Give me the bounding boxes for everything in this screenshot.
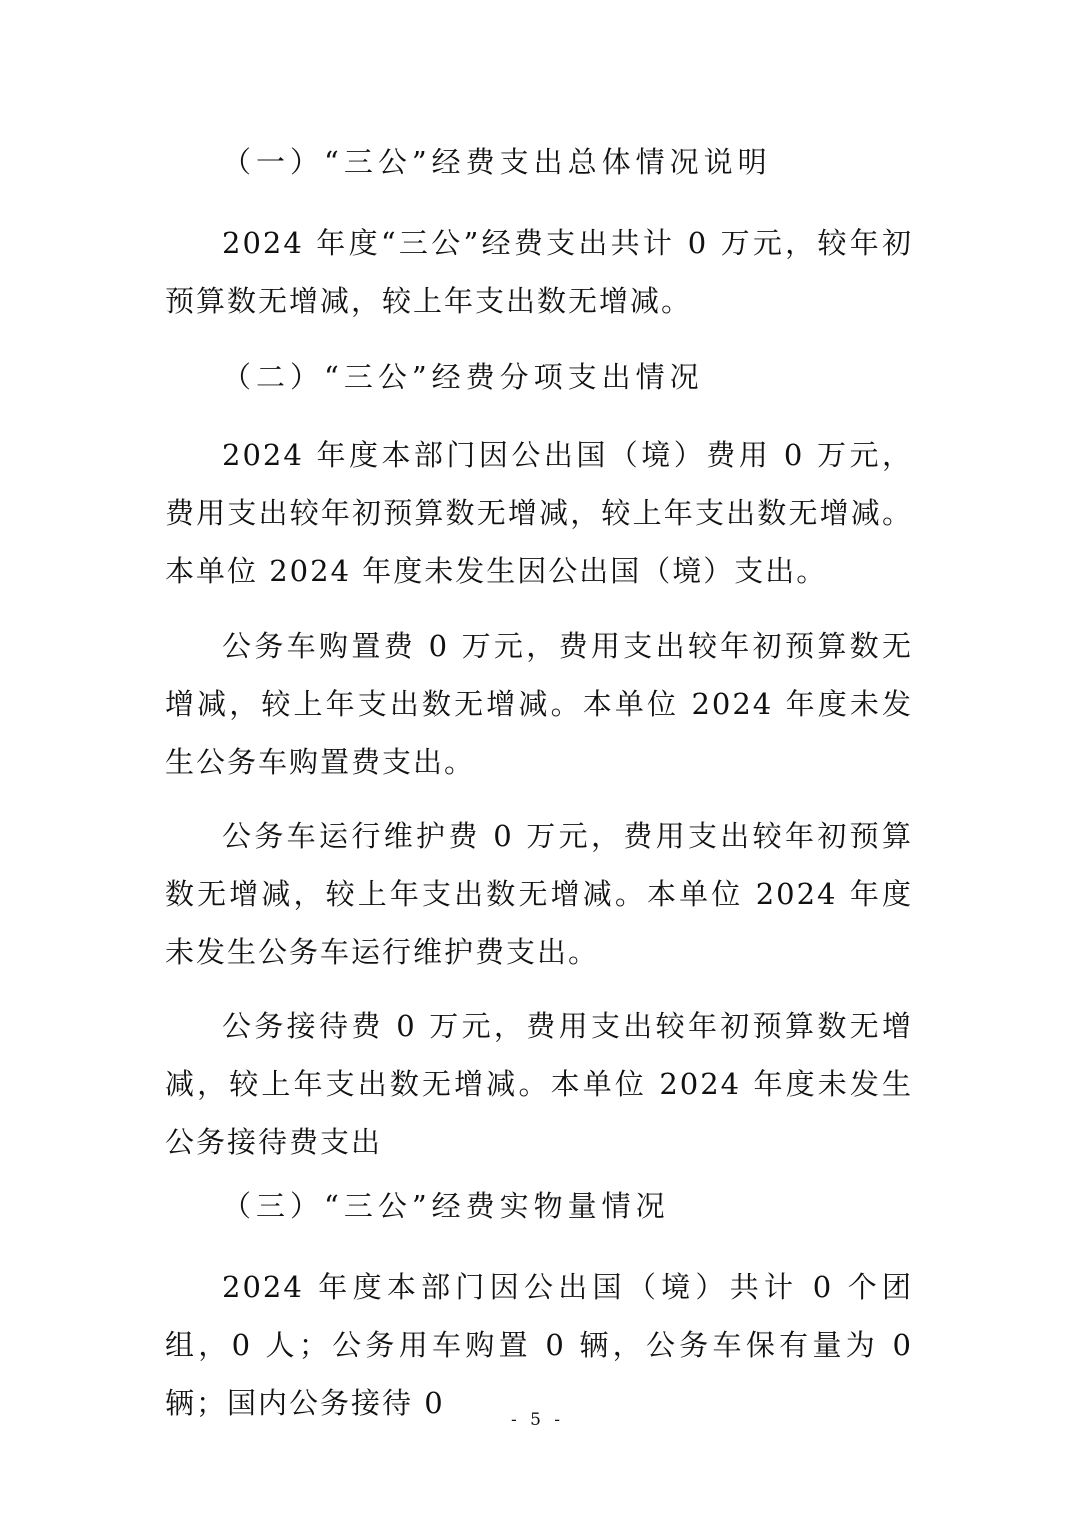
section-2-heading: （二）“三公”经费分项支出情况	[222, 360, 704, 394]
section-2-paragraph-4: 公务接待费 0 万元，费用支出较年初预算数无增减，较上年支出数无增减。本单位 2024 年度未发生公务接待费支出	[165, 1009, 913, 1159]
section-3-paragraph-1: 2024 年度本部门因公出国（境）共计 0 个团组，0 人；公务用车购置 0 辆，公务车保有量为 0 辆；国内公务接待 0	[165, 1270, 913, 1420]
section-2-paragraph-2: 公务车购置费 0 万元，费用支出较年初预算数无增减，较上年支出数无增减。本单位 2024 年度未发生公务车购置费支出。	[165, 629, 913, 779]
section-1-heading: （一）“三公”经费支出总体情况说明	[222, 145, 772, 179]
section-1-paragraph-1: 2024 年度“三公”经费支出共计 0 万元，较年初预算数无增减，较上年支出数无增减。	[165, 226, 913, 318]
section-2-paragraph-3: 公务车运行维护费 0 万元，费用支出较年初预算数无增减，较上年支出数无增减。本单位 2024 年度未发生公务车运行维护费支出。	[165, 819, 913, 969]
page-number: - 5 -	[510, 1410, 565, 1430]
section-3-heading: （三）“三公”经费实物量情况	[222, 1189, 670, 1223]
section-2-paragraph-1: 2024 年度本部门因公出国（境）费用 0 万元，费用支出较年初预算数无增减，较上年支出数无增减。本单位 2024 年度未发生因公出国（境）支出。	[165, 438, 913, 588]
